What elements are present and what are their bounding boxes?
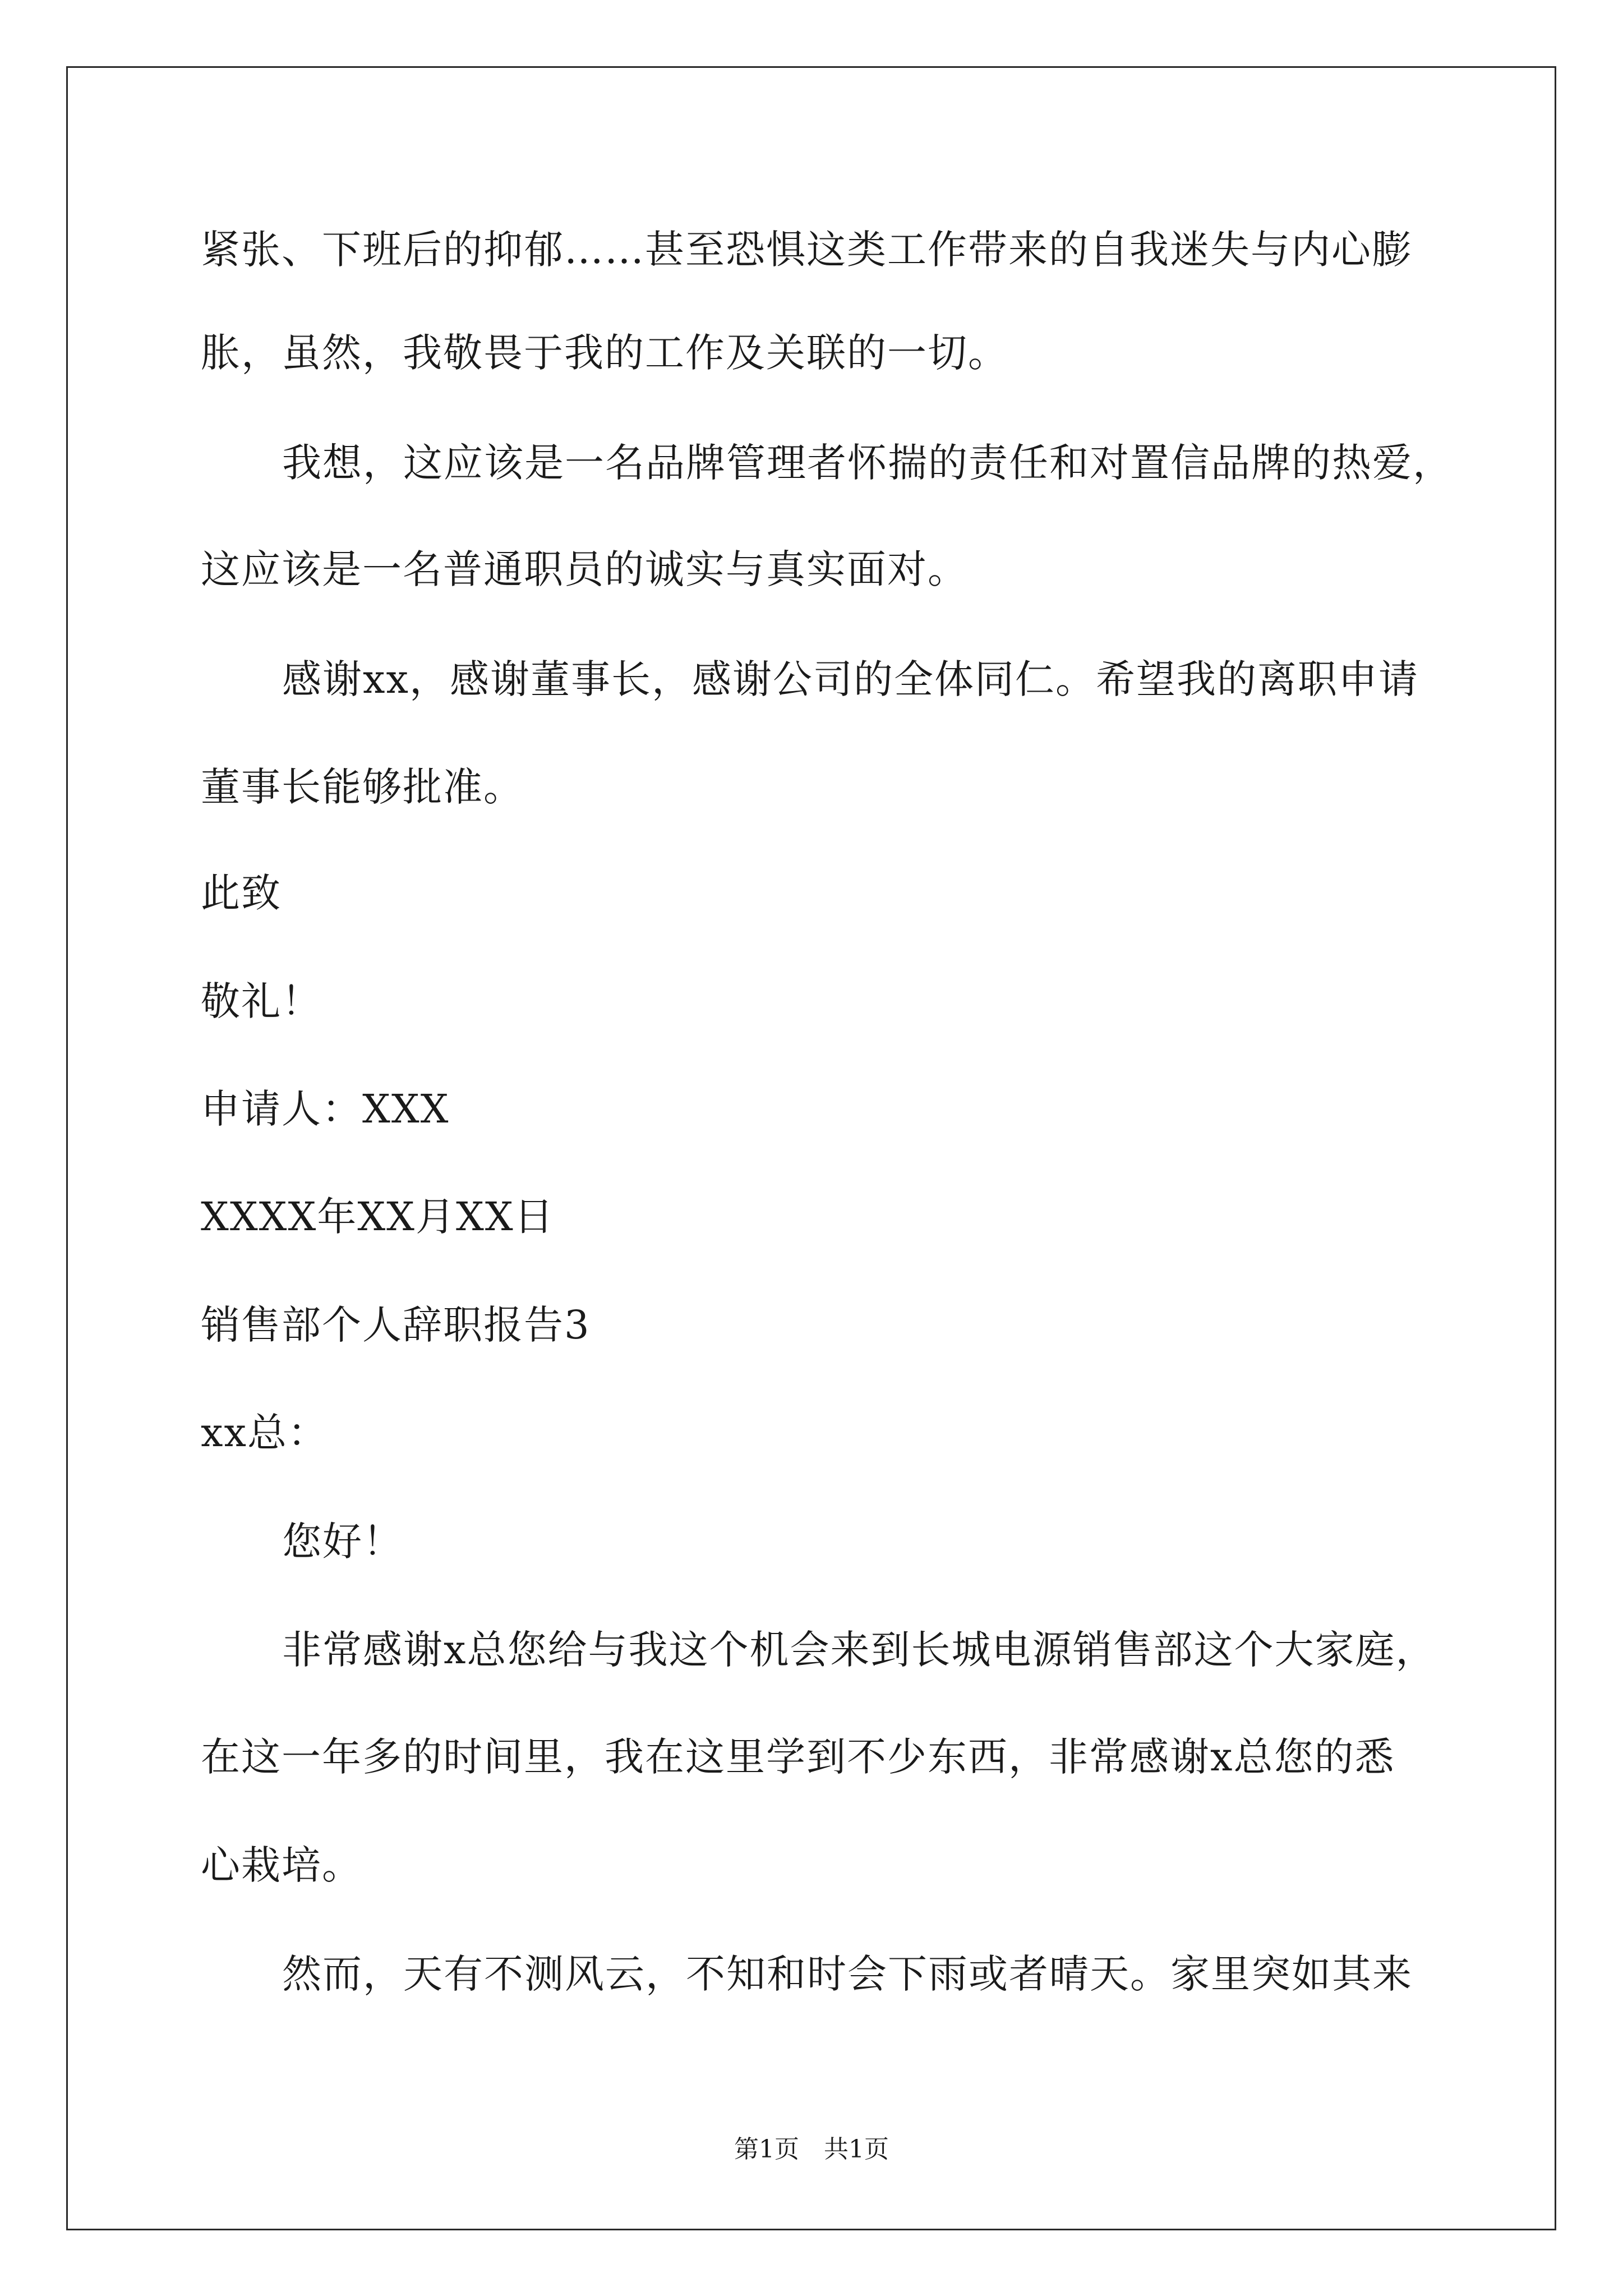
paragraph-line: 董事长能够批准。 xyxy=(201,764,524,810)
paragraph-line: 紧张、下班后的抑郁……甚至恐惧这类工作带来的自我迷失与内心膨 xyxy=(201,227,1412,273)
closing-salutation: 此致 xyxy=(201,870,282,916)
paragraph-line: 在这一年多的时间里，我在这里学到不少东西，非常感谢x总您的悉 xyxy=(201,1734,1395,1780)
paragraph-line: 这应该是一名普通职员的诚实与真实面对。 xyxy=(201,546,968,592)
paragraph-line: 然而，天有不测风云，不知和时会下雨或者晴天。家里突如其来 xyxy=(282,1951,1413,1997)
paragraph-line: 我想，这应该是一名品牌管理者怀揣的责任和对置信品牌的热爱， xyxy=(282,440,1453,486)
date-line: XXXX年XX月XX日 xyxy=(201,1194,555,1240)
paragraph-line: 感谢xx，感谢董事长，感谢公司的全体同仁。希望我的离职申请 xyxy=(282,656,1419,702)
paragraph-line: 心栽培。 xyxy=(201,1842,362,1888)
page-footer: 第1页 共1页 xyxy=(734,2135,889,2164)
greeting-line: 您好！ xyxy=(282,1519,403,1565)
page-border xyxy=(66,66,1556,2230)
section-title: 销售部个人辞职报告3 xyxy=(201,1302,591,1348)
paragraph-line: 胀，虽然，我敬畏于我的工作及关联的一切。 xyxy=(201,330,1008,376)
paragraph-line: 非常感谢x总您给与我这个机会来到长城电源销售部这个大家庭， xyxy=(282,1627,1436,1673)
closing-regards: 敬礼！ xyxy=(201,978,322,1024)
applicant-signature: 申请人：XXX xyxy=(201,1086,450,1132)
recipient-line: xx总： xyxy=(201,1410,328,1456)
